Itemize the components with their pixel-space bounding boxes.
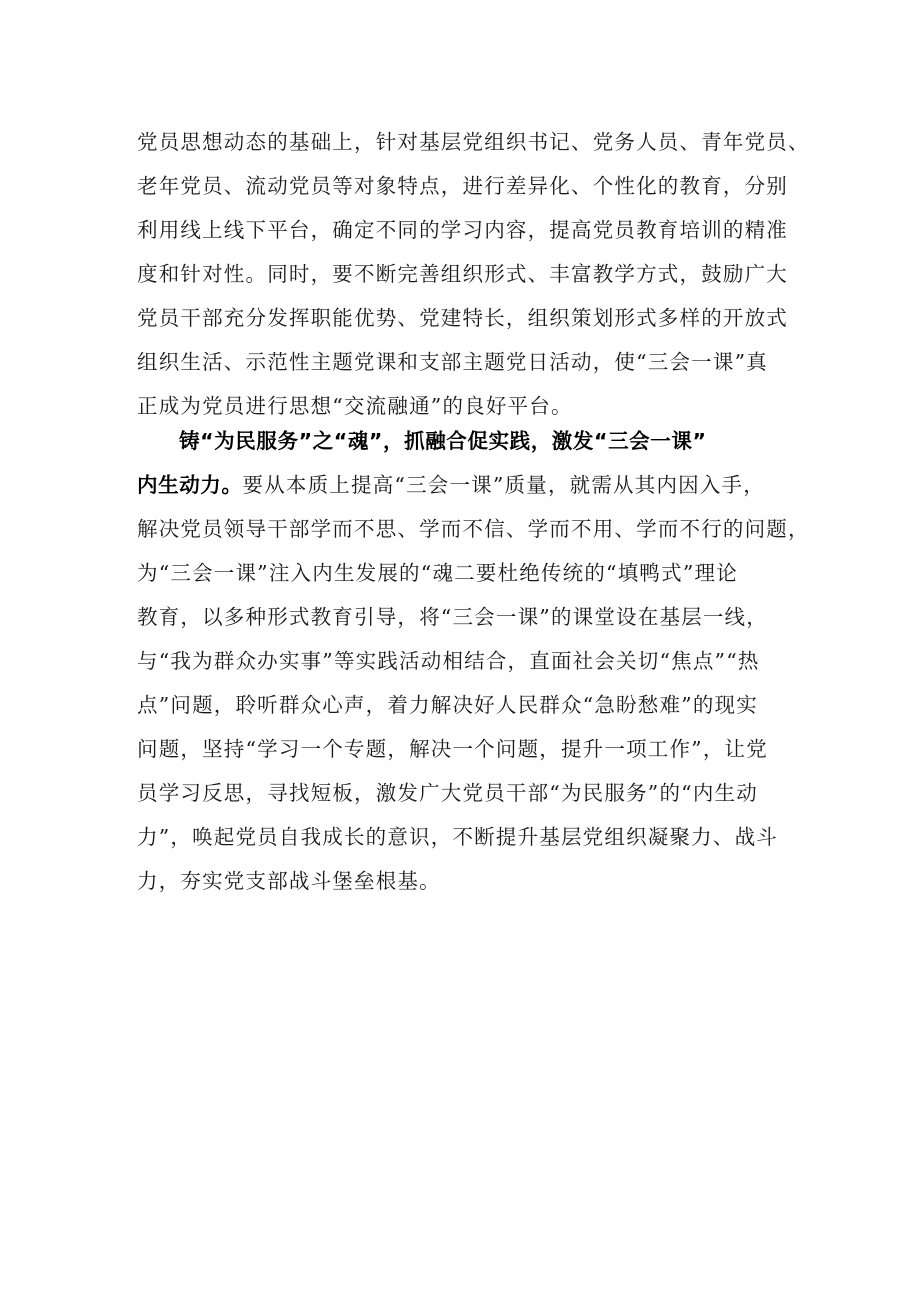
paragraph-1: [137, 120, 817, 428]
text-line: 利用线上线下平台，确定不同的学习内容，提高党员教育培训的精准: [137, 218, 788, 242]
section-heading-continued: 内生动力。: [137, 473, 243, 497]
text-line: 问题，坚持“学习一个专题，解决一个问题，提升一项工作”，让党: [137, 737, 768, 761]
text-line: 教育，以多种形式教育引导，将“三会一课”的课堂设在基层一线，: [137, 605, 768, 629]
text-line: 度和针对性。同时，要不断完善组织形式、丰富教学方式，鼓励广大: [137, 262, 788, 286]
paragraph-2: [137, 419, 817, 903]
text-line: 为“三会一课”注入内生发展的“魂二要杜绝传统的“填鸭式”理论: [137, 561, 738, 585]
section-heading: 铸“为民服务”之“魂”，抓融合促实践，激发“三会一课”: [179, 429, 707, 453]
text-line: 组织生活、示范性主题党课和支部主题党日活动，使“三会一课”真: [137, 350, 768, 374]
text-line: 党员干部充分发挥职能优势、党建特长，组织策划形式多样的开放式: [137, 306, 788, 330]
text-line: 力，夯实党支部战斗堡垒根基。: [137, 869, 441, 893]
text-line: 党员思想动态的基础上，针对基层党组织书记、党务人员、青年党员、: [137, 130, 810, 154]
text-line: 员学习反思，寻找短板，激发广大党员干部“为民服务”的“内生动: [137, 781, 758, 805]
text-line: 正成为党员进行思想“交流融通”的良好平台。: [137, 394, 573, 418]
text-line: 点”问题，聆听群众心声，着力解决好人民群众“急盼愁难”的现实: [137, 693, 758, 717]
text-line: 与“我为群众办实事”等实践活动相结合，直面社会关切“焦点”“热: [137, 649, 760, 673]
text-line: 力”，唤起党员自我成长的意识，不断提升基层党组织凝聚力、战斗: [137, 825, 778, 849]
text-line-rest: 要从本质上提高“三会一课”质量，就需从其内因入手，: [242, 473, 765, 497]
text-line: [137, 463, 817, 507]
text-line: 老年党员、流动党员等对象特点，进行差异化、个性化的教育，分别: [137, 174, 788, 198]
text-line: 解决党员领导干部学而不思、学而不信、学而不用、学而不行的问题，: [137, 517, 810, 541]
